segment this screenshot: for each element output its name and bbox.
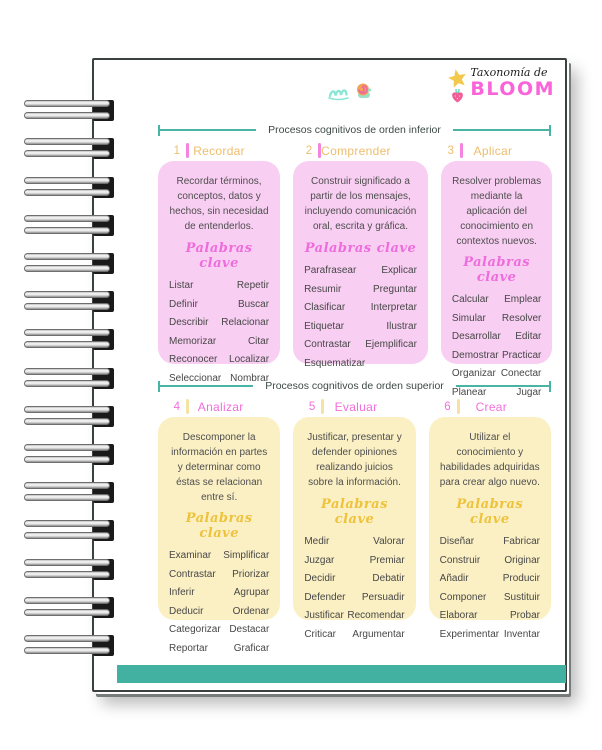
keyword-item: Recomendar: [347, 610, 405, 621]
spiral-binding: [24, 100, 114, 660]
logo-script-text: Taxonomía de: [470, 66, 548, 79]
squiggle-icon: [329, 90, 348, 99]
keyword-item: Inventar: [503, 628, 540, 640]
keyword-item: Describir: [169, 317, 209, 328]
keywords-list: [304, 265, 417, 369]
keyword-item: Parafrasear: [304, 265, 357, 276]
keyword-item: Originar: [504, 554, 540, 566]
card-description: Utilizar el conocimiento y habilidades adquiridas para crear algo nuevo.: [439, 432, 540, 488]
keyword-item: Medir: [304, 536, 330, 547]
keyword-item: Deducir: [169, 605, 204, 617]
keyword-item: Esquematizar: [304, 357, 366, 369]
keyword-item: Probar: [509, 610, 540, 621]
keyword-item: Persuadir: [361, 591, 405, 603]
logo-title-text: BLOOM: [470, 78, 555, 101]
keyword-item: Etiquetar: [304, 320, 345, 332]
keywords-title: Palabras clave: [304, 241, 417, 256]
keyword-item: Planear: [451, 386, 487, 398]
keywords-title: Palabras clave: [185, 511, 253, 541]
keyword-item: Practicar: [501, 349, 542, 361]
bracket-line: [160, 129, 256, 131]
snail-icon: [357, 84, 371, 99]
spiral-ring: [24, 253, 114, 274]
keyword-item: Contrastar: [304, 339, 351, 350]
keyword-item: Listar: [169, 280, 194, 291]
spiral-ring: [24, 368, 114, 389]
keywords-title: Palabras clave: [321, 497, 388, 527]
keyword-item: Decidir: [304, 573, 336, 584]
spiral-ring: [24, 635, 114, 656]
bracket-line: [456, 385, 549, 387]
keyword-item: Conectar: [500, 368, 542, 379]
spiral-ring: [24, 482, 114, 503]
keyword-item: Componer: [439, 591, 487, 603]
keyword-item: Desarrollar: [451, 331, 501, 342]
card-header-crear: [429, 398, 551, 415]
card-label: Crear: [475, 399, 508, 414]
card-label: Analizar: [197, 399, 244, 414]
card-recordar: [158, 161, 280, 384]
keyword-item: Experimentar: [439, 628, 500, 640]
keyword-item: Construir: [439, 554, 481, 566]
card-headers-row: [158, 398, 551, 415]
card-label: Recordar: [193, 143, 245, 158]
spiral-ring: [24, 100, 114, 121]
keyword-item: Valorar: [373, 536, 405, 547]
keyword-item: Examinar: [169, 550, 212, 561]
keyword-item: Añadir: [439, 573, 469, 584]
page-content: [158, 124, 551, 654]
card-description: Construir significado a partir de los mensajes, incluyendo comunicación oral, escrita y gráfica.: [304, 176, 417, 232]
keyword-item: Buscar: [237, 298, 270, 310]
keyword-item: Ejemplificar: [365, 339, 417, 350]
card-number: 6: [444, 400, 451, 413]
cards-row: [158, 417, 551, 654]
keyword-item: Emplear: [504, 294, 542, 305]
keyword-item: Resumir: [304, 283, 342, 295]
keyword-item: Jugar: [516, 386, 542, 398]
card-description: Recordar términos, conceptos, datos y hechos, sin necesidad de entenderlos.: [169, 176, 269, 232]
keyword-item: Reconocer: [169, 354, 218, 365]
card-evaluar: [293, 417, 415, 640]
keyword-item: Citar: [247, 335, 270, 347]
keywords-list: [304, 536, 404, 640]
spiral-ring: [24, 444, 114, 465]
keyword-item: Inferir: [169, 587, 195, 598]
card-header-recordar: [158, 142, 277, 159]
keyword-item: Agrupar: [233, 587, 270, 598]
spiral-ring: [24, 406, 114, 427]
strawberry-icon: [451, 89, 464, 103]
card-number: 1: [173, 144, 180, 157]
section-header: [158, 124, 551, 136]
keyword-item: Editar: [515, 331, 542, 342]
keywords-title: Palabras clave: [456, 497, 524, 527]
card-comprender: [293, 161, 428, 369]
card-number: 4: [173, 400, 180, 413]
keyword-item: Sustituir: [503, 591, 540, 603]
keyword-item: Nombrar: [230, 372, 270, 384]
card-description: Descomponer la información en partes y determinar como éstas se relacionan entre sí.: [171, 432, 268, 503]
keyword-item: Ordenar: [232, 605, 270, 617]
spiral-ring: [24, 138, 114, 159]
bracket-cap-right: [549, 125, 551, 136]
section-title: Procesos cognitivos de orden inferior: [268, 124, 441, 136]
keyword-item: Demostrar: [451, 349, 499, 361]
keyword-item: Simular: [451, 312, 486, 324]
keyword-item: Criticar: [304, 628, 336, 640]
keyword-item: Debatir: [372, 573, 405, 584]
keyword-item: Premiar: [369, 554, 405, 566]
card-label: Aplicar: [473, 143, 513, 158]
keyword-item: Producir: [502, 573, 540, 584]
keyword-item: Resolver: [501, 312, 542, 324]
keyword-item: Calcular: [451, 294, 489, 305]
spiral-ring: [24, 291, 114, 312]
bracket-line: [160, 385, 253, 387]
card-label: Evaluar: [334, 399, 378, 414]
keyword-item: Simplificar: [223, 550, 270, 561]
decoration: [328, 81, 372, 103]
card-description: Resolver problemas mediante la aplicación del conocimiento en contextos nuevos.: [452, 176, 542, 247]
spiral-ring: [24, 329, 114, 350]
card-description: Justificar, presentar y defender opiniones realizando juicios sobre la información.: [307, 432, 402, 488]
keyword-item: Localizar: [229, 354, 270, 365]
keyword-item: Organizar: [451, 368, 496, 379]
keyword-item: Defender: [304, 591, 346, 603]
keywords-list: [440, 536, 540, 640]
card-header-comprender: [290, 142, 419, 159]
card-label: Comprender: [321, 143, 391, 158]
keyword-item: Priorizar: [232, 568, 270, 580]
card-crear: [429, 417, 551, 640]
keyword-item: Clasificar: [304, 302, 346, 313]
keyword-item: Argumentar: [352, 628, 405, 640]
spiral-ring: [24, 520, 114, 541]
keyword-item: Categorizar: [169, 624, 221, 635]
keyword-item: Justificar: [304, 610, 344, 621]
keyword-item: Fabricar: [503, 536, 540, 547]
keyword-item: Ilustrar: [386, 320, 417, 332]
card-number: 5: [308, 400, 316, 413]
card-header-evaluar: [293, 398, 415, 415]
card-number: 2: [305, 144, 313, 157]
keyword-item: Interpretar: [370, 302, 417, 313]
card-header-analizar: [158, 398, 280, 415]
keywords-list: [169, 550, 269, 654]
spiral-ring: [24, 177, 114, 198]
keyword-item: Definir: [169, 298, 198, 310]
keywords-list: [169, 280, 269, 384]
keyword-item: Diseñar: [439, 536, 475, 547]
card-analizar: [158, 417, 280, 654]
notebook-page: [92, 58, 567, 692]
star-icon: [448, 69, 467, 88]
card-number: 3: [447, 144, 454, 157]
keywords-list: [452, 294, 541, 398]
keyword-item: Juzgar: [304, 554, 335, 566]
keyword-item: Repetir: [236, 280, 270, 291]
keyword-item: Contrastar: [169, 568, 216, 580]
bracket-cap-right: [549, 381, 551, 392]
keyword-item: Elaborar: [439, 610, 478, 621]
card-headers-row: [158, 142, 551, 159]
keyword-item: Relacionar: [221, 317, 270, 328]
section-title: Procesos cognitivos de orden superior: [265, 380, 444, 392]
card-aplicar: [441, 161, 552, 398]
logo: [448, 67, 555, 103]
footer-accent-bar: [117, 665, 566, 683]
keyword-item: Destacar: [229, 624, 270, 635]
keyword-item: Reportar: [169, 642, 208, 654]
spiral-ring: [24, 559, 114, 580]
keywords-title: Palabras clave: [463, 255, 531, 285]
keyword-item: Seleccionar: [169, 372, 222, 384]
keyword-item: Graficar: [233, 642, 270, 654]
spiral-ring: [24, 597, 114, 618]
bracket-line: [453, 129, 549, 131]
keyword-item: Explicar: [381, 265, 417, 276]
spiral-ring: [24, 215, 114, 236]
keywords-title: Palabras clave: [185, 241, 253, 271]
card-header-aplicar: [432, 142, 551, 159]
section-higher-order: [158, 380, 551, 654]
keyword-item: Preguntar: [372, 283, 417, 295]
keyword-item: Memorizar: [169, 335, 217, 347]
